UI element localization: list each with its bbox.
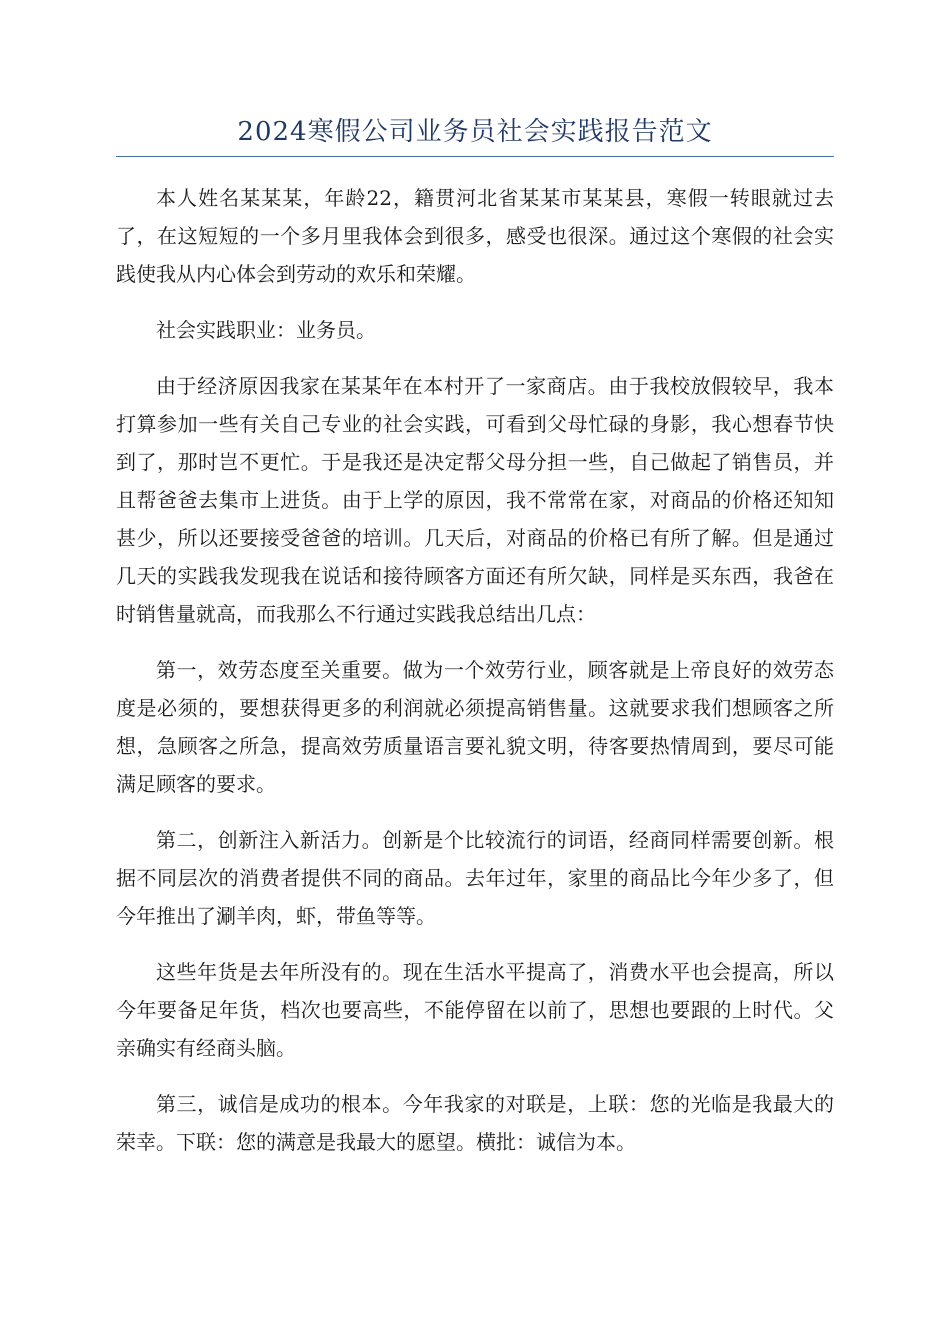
document-body (116, 179, 834, 1161)
paragraph-background: 由于经济原因我家在某某年在本村开了一家商店。由于我校放假较早，我本打算参加一些有关自己专业的社会实践，可看到父母忙碌的身影，我心想春节快到了，那时岂不更忙。于是我还是决定帮父母分担一些，自己做起了销售员，并且帮爸爸去集市上进货。由于上学的原因，我不常常在家，对商品的价格还知知甚少，所以还要接受爸爸的培训。几天后，对商品的价格已有所了解。但是通过几天的实践我发现我在说话和接待顾客方面还有所欠缺，同样是买东西，我爸在时销售量就高，而我那么不行通过实践我总结出几点： (116, 374, 834, 626)
paragraph-intro: 本人姓名某某某，年龄22，籍贯河北省某某市某某县，寒假一转眼就过去了，在这短短的一个多月里我体会到很多，感受也很深。通过这个寒假的社会实践使我从内心体会到劳动的欢乐和荣耀。 (116, 186, 834, 286)
paragraph-new-goods: 这些年货是去年所没有的。现在生活水平提高了，消费水平也会提高，所以今年要备足年货，档次也要高些，不能停留在以前了，思想也要跟的上时代。父亲确实有经商头脑。 (116, 960, 834, 1060)
paragraph-occupation: 社会实践职业：业务员。 (156, 318, 376, 342)
paragraph-point-three: 第三，诚信是成功的根本。今年我家的对联是，上联：您的光临是我最大的荣幸。下联：您的满意是我最大的愿望。横批：诚信为本。 (116, 1092, 834, 1154)
document-title: 2024寒假公司业务员社会实践报告范文 (116, 112, 834, 157)
paragraph-point-one: 第一，效劳态度至关重要。做为一个效劳行业，顾客就是上帝良好的效劳态度是必须的，要想获得更多的利润就必须提高销售量。这就要求我们想顾客之所想，急顾客之所急，提高效劳质量语言要礼貌文明，待客要热情周到，要尽可能满足顾客的要求。 (116, 658, 834, 796)
paragraph-point-two: 第二，创新注入新活力。创新是个比较流行的词语，经商同样需要创新。根据不同层次的消费者提供不同的商品。去年过年，家里的商品比今年少多了，但今年推出了涮羊肉，虾，带鱼等等。 (116, 828, 834, 928)
document-page (116, 112, 834, 1179)
